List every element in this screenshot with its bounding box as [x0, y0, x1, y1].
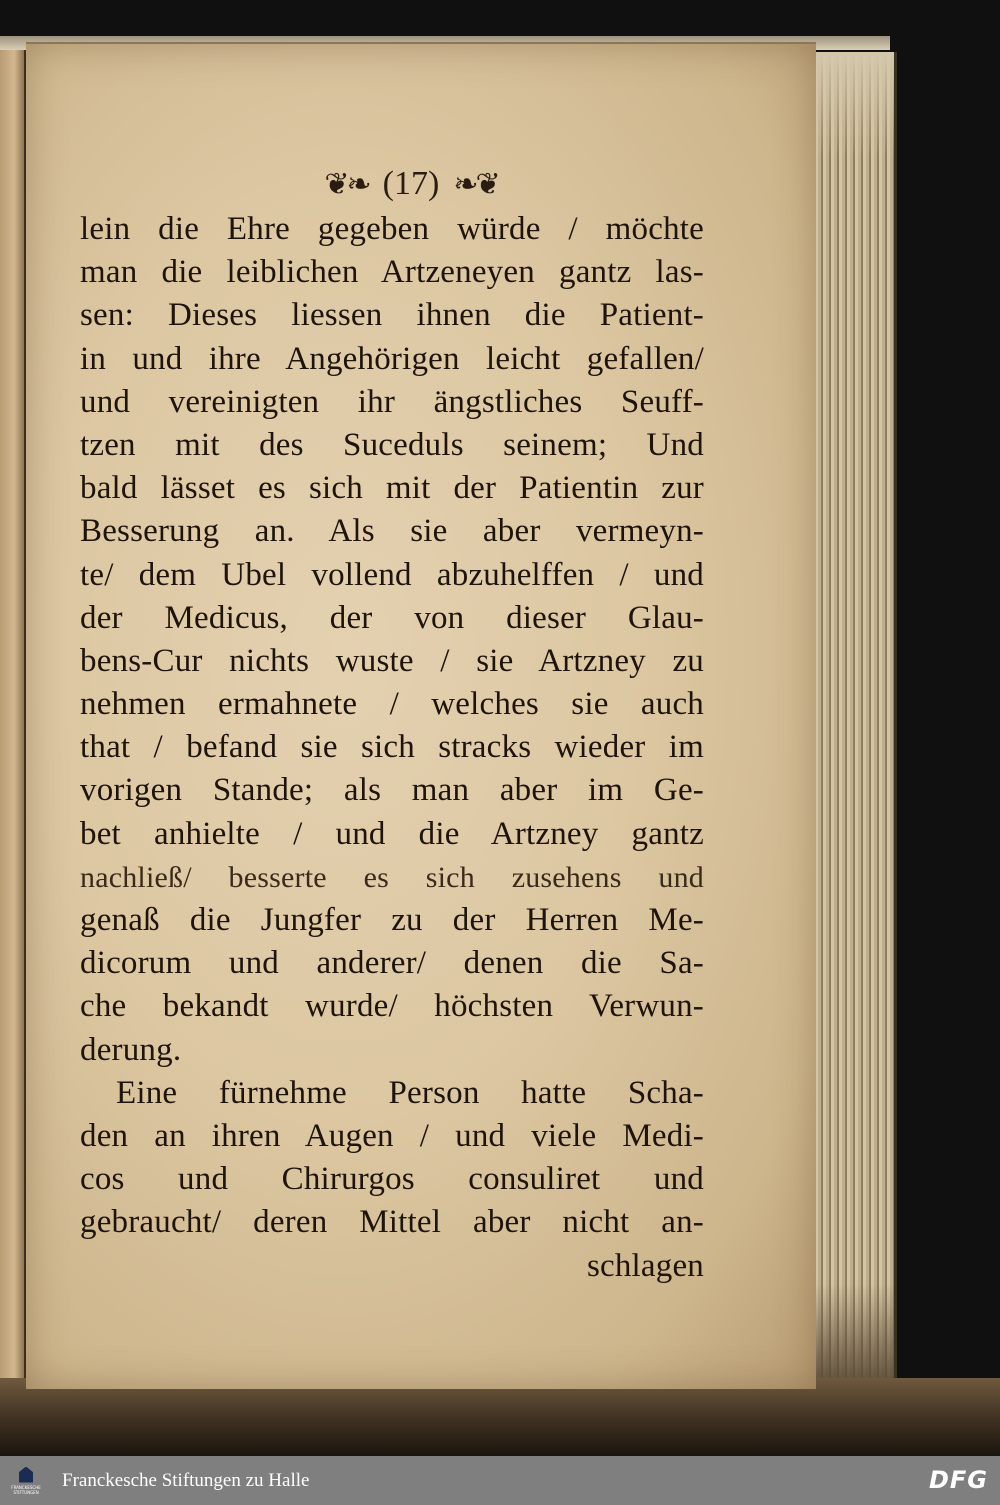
page-number: (17) — [382, 165, 440, 202]
text-line: vorigen Stande; als man aber im Ge- — [80, 772, 704, 809]
text-line: bald lässet es sich mit der Patientin zur — [80, 470, 704, 507]
left-page-edge — [0, 50, 26, 1380]
text-line: bens-Cur nichts wuste / sie Artzney zu — [80, 642, 704, 679]
page-text — [80, 208, 704, 1288]
text-line: sen: Dieses liessen ihnen die Patient- — [80, 297, 704, 334]
text-line: che bekandt wurde/ höchsten Verwun- — [80, 988, 704, 1025]
text-line: man die leiblichen Artzeneyen gantz las- — [80, 254, 704, 291]
book-page — [26, 42, 816, 1389]
book-cover-bottom — [0, 1378, 1000, 1456]
text-line: nehmen ermahnete / welches sie auch — [80, 686, 704, 723]
building-icon — [19, 1467, 33, 1483]
text-line: Besserung an. Als sie aber vermeyn- — [80, 513, 704, 550]
catchword: schlagen — [586, 1247, 704, 1284]
text-line: bet anhielte / und die Artzney gantz — [80, 815, 704, 852]
text-line: derung. — [80, 1031, 182, 1068]
ornament-right-icon: ❧❦ — [453, 166, 498, 202]
text-line: cos und Chirurgos consuliret und — [80, 1161, 704, 1198]
text-line: te/ dem Ubel vollend abzuhelffen / und — [80, 556, 704, 593]
footer-bar — [0, 1456, 1000, 1505]
text-line: tzen mit des Suceduls seinem; Und — [80, 426, 704, 463]
text-line: that / befand sie sich stracks wieder im — [80, 729, 704, 766]
text-line: und vereinigten ihr ängstliches Seuff- — [80, 383, 704, 420]
text-line: den an ihren Augen / und viele Medi- — [80, 1117, 704, 1154]
page-header — [6, 162, 816, 206]
text-line: genaß die Jungfer zu der Herren Me- — [80, 902, 704, 938]
text-line: nachließ/ besserte es sich zusehens und — [80, 860, 704, 894]
ornament-left-icon: ❦❧ — [324, 166, 369, 202]
logo-text: FRANCKESCHE STIFTUNGEN — [11, 1484, 41, 1495]
text-line: dicorum und anderer/ denen die Sa- — [80, 945, 704, 982]
institution-logo[interactable] — [8, 1459, 44, 1503]
text-line: lein die Ehre gegeben würde / möchte — [80, 211, 704, 247]
text-line: in und ihre Angehörigen leicht gefallen/ — [80, 340, 704, 377]
dfg-logo[interactable]: DFG — [928, 1466, 988, 1494]
text-line: Eine fürnehme Person hatte Scha- — [116, 1074, 704, 1111]
text-line: der Medicus, der von dieser Glau- — [80, 599, 704, 636]
institution-name[interactable]: Franckesche Stiftungen zu Halle — [62, 1469, 310, 1491]
text-line: gebraucht/ deren Mittel aber nicht an- — [80, 1204, 704, 1241]
